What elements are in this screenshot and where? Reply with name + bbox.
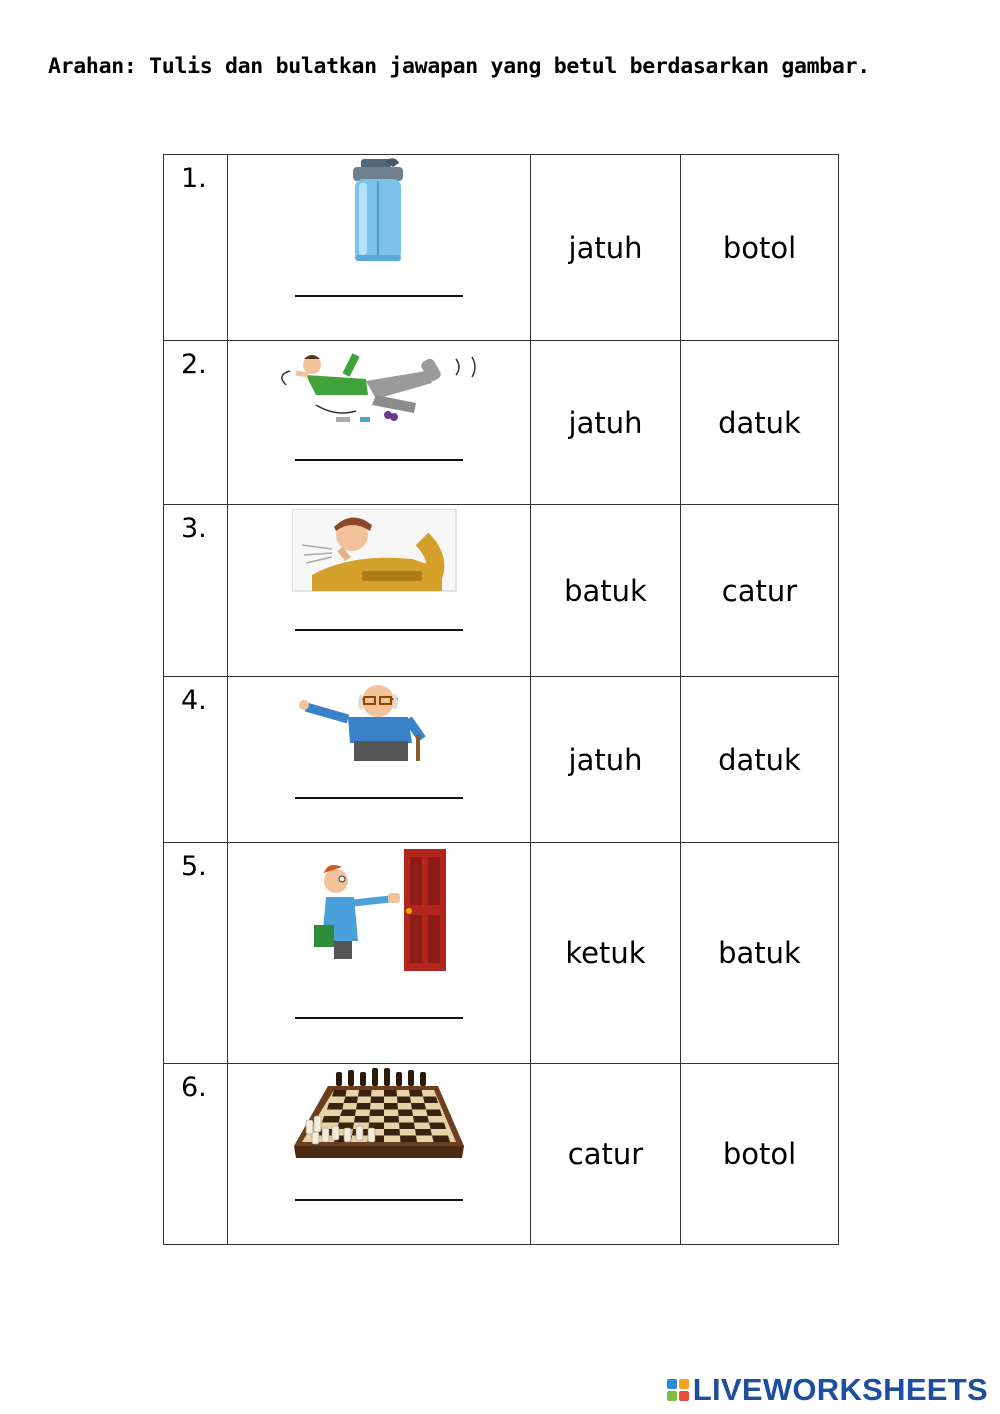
option-a[interactable]: jatuh [531, 155, 681, 341]
option-b[interactable]: batuk [681, 843, 839, 1064]
option-a[interactable]: jatuh [531, 341, 681, 505]
answer-blank[interactable] [295, 1017, 463, 1019]
row-number: 5. [164, 843, 228, 1064]
picture-cell [228, 843, 531, 1064]
option-a[interactable]: jatuh [531, 677, 681, 843]
knocking-door-icon [298, 845, 452, 975]
option-b[interactable]: catur [681, 505, 839, 677]
picture-cell [228, 677, 531, 843]
picture-cell [228, 1064, 531, 1245]
option-b[interactable]: botol [681, 155, 839, 341]
water-bottle-icon [333, 157, 423, 265]
table-row [164, 677, 839, 843]
option-a[interactable]: ketuk [531, 843, 681, 1064]
picture-cell [228, 155, 531, 341]
option-b[interactable]: datuk [681, 341, 839, 505]
table-row [164, 505, 839, 677]
answer-blank[interactable] [295, 1199, 463, 1201]
brand-name: LIVEWORKSHEETS [692, 1372, 988, 1407]
coughing-man-icon [292, 509, 458, 593]
picture-cell [228, 341, 531, 505]
row-number: 1. [164, 155, 228, 341]
answer-blank[interactable] [295, 797, 463, 799]
table-row [164, 341, 839, 505]
answer-blank[interactable] [295, 629, 463, 631]
answer-blank[interactable] [295, 459, 463, 461]
table-row [164, 1064, 839, 1245]
option-b[interactable]: botol [681, 1064, 839, 1245]
instruction-text: Arahan: Tulis dan bulatkan jawapan yang betul berdasarkan gambar. [48, 54, 870, 79]
falling-man-icon [276, 345, 486, 425]
row-number: 2. [164, 341, 228, 505]
liveworksheets-logo-icon [667, 1379, 689, 1401]
brand-footer[interactable] [667, 1372, 988, 1408]
option-a[interactable]: batuk [531, 505, 681, 677]
row-number: 4. [164, 677, 228, 843]
row-number: 3. [164, 505, 228, 677]
row-number: 6. [164, 1064, 228, 1245]
option-a[interactable]: catur [531, 1064, 681, 1245]
grandfather-icon [298, 683, 454, 763]
table-row [164, 843, 839, 1064]
answer-blank[interactable] [295, 295, 463, 297]
picture-cell [228, 505, 531, 677]
chess-board-icon [288, 1066, 468, 1170]
worksheet-table [163, 154, 839, 1245]
table-row [164, 155, 839, 341]
option-b[interactable]: datuk [681, 677, 839, 843]
